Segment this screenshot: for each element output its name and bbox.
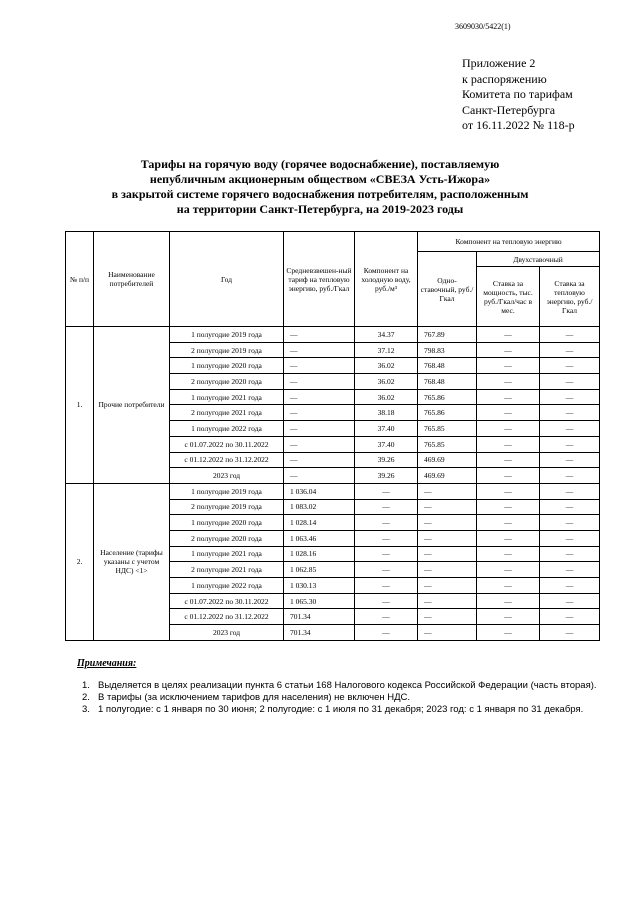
avg-tariff-cell: 1 062.85 xyxy=(284,562,355,578)
capacity-rate-cell: — xyxy=(477,452,540,468)
capacity-rate-cell: — xyxy=(477,405,540,421)
energy-rate-cell: — xyxy=(540,389,600,405)
period-cell: 1 полугодие 2020 года xyxy=(170,515,284,531)
capacity-rate-cell: — xyxy=(477,499,540,515)
avg-tariff-cell: 1 063.46 xyxy=(284,530,355,546)
note-item xyxy=(82,692,607,704)
one-rate-cell: — xyxy=(418,578,477,594)
one-rate-cell: — xyxy=(418,625,477,641)
one-rate-cell: 469.69 xyxy=(418,452,477,468)
cold-water-cell: 38.18 xyxy=(355,405,418,421)
period-cell: 1 полугодие 2022 года xyxy=(170,578,284,594)
capacity-rate-cell: — xyxy=(477,421,540,437)
cold-water-cell: 39.26 xyxy=(355,452,418,468)
avg-tariff-cell: 701.34 xyxy=(284,625,355,641)
one-rate-cell: 768.48 xyxy=(418,374,477,390)
cold-water-cell: — xyxy=(355,578,418,594)
title-line: в закрытой системе горячего водоснабжения потребителям, расположенным xyxy=(111,187,529,201)
cold-water-cell: 37.12 xyxy=(355,342,418,358)
cold-water-cell: — xyxy=(355,562,418,578)
avg-tariff-cell: — xyxy=(284,452,355,468)
avg-tariff-cell: — xyxy=(284,421,355,437)
table-row xyxy=(66,483,600,499)
energy-rate-cell: — xyxy=(540,546,600,562)
energy-rate-cell: — xyxy=(540,593,600,609)
energy-rate-cell: — xyxy=(540,515,600,531)
header-year: Год xyxy=(170,232,284,327)
period-cell: 2 полугодие 2021 года xyxy=(170,405,284,421)
document-number: 3609030/5422(1) xyxy=(455,22,511,31)
avg-tariff-cell: — xyxy=(284,327,355,343)
capacity-rate-cell: — xyxy=(477,468,540,484)
one-rate-cell: 798.83 xyxy=(418,342,477,358)
energy-rate-cell: — xyxy=(540,405,600,421)
one-rate-cell: — xyxy=(418,562,477,578)
note-text: В тарифы (за исключением тарифов для населения) не включен НДС. xyxy=(98,692,411,703)
period-cell: с 01.12.2022 по 31.12.2022 xyxy=(170,609,284,625)
period-cell: 1 полугодие 2021 года xyxy=(170,546,284,562)
note-text: Выделяется в целях реализации пункта 6 статьи 168 Налогового кодекса Российской Федерации (часть вторая). xyxy=(98,680,597,691)
capacity-rate-cell: — xyxy=(477,374,540,390)
header-cold-water: Компонент на холодную воду, руб./м³ xyxy=(355,232,418,327)
cold-water-cell: 36.02 xyxy=(355,389,418,405)
header-avg-tariff: Средневзвешен-ный тариф на тепловую энергию, руб./Гкал xyxy=(284,232,355,327)
note-number: 2. xyxy=(82,692,90,703)
capacity-rate-cell: — xyxy=(477,562,540,578)
avg-tariff-cell: 1 028.14 xyxy=(284,515,355,531)
appendix-block xyxy=(462,56,575,134)
avg-tariff-cell: 1 083.02 xyxy=(284,499,355,515)
one-rate-cell: — xyxy=(418,546,477,562)
note-text: 1 полугодие: с 1 января по 30 июня; 2 полугодие: с 1 июля по 31 декабря; 2023 год: с 1 января по 31 декабря. xyxy=(98,704,584,715)
period-cell: 2 полугодие 2020 года xyxy=(170,374,284,390)
cold-water-cell: 39.26 xyxy=(355,468,418,484)
period-cell: с 01.07.2022 по 30.11.2022 xyxy=(170,436,284,452)
one-rate-cell: — xyxy=(418,483,477,499)
period-cell: 2023 год xyxy=(170,468,284,484)
cold-water-cell: — xyxy=(355,609,418,625)
cold-water-cell: 37.40 xyxy=(355,436,418,452)
energy-rate-cell: — xyxy=(540,342,600,358)
cold-water-cell: 36.02 xyxy=(355,358,418,374)
cold-water-cell: — xyxy=(355,546,418,562)
appendix-line: Приложение 2 xyxy=(462,56,536,70)
one-rate-cell: — xyxy=(418,515,477,531)
avg-tariff-cell: — xyxy=(284,374,355,390)
consumer-cell: Прочие потребители xyxy=(94,327,170,484)
period-cell: 1 полугодие 2020 года xyxy=(170,358,284,374)
appendix-line: к распоряжению xyxy=(462,71,547,86)
capacity-rate-cell: — xyxy=(477,342,540,358)
period-cell: 2023 год xyxy=(170,625,284,641)
title-line: на территории Санкт-Петербурга, на 2019-2023 годы xyxy=(176,202,464,216)
capacity-rate-cell: — xyxy=(477,389,540,405)
avg-tariff-cell: 701.34 xyxy=(284,609,355,625)
cold-water-cell: — xyxy=(355,499,418,515)
energy-rate-cell: — xyxy=(540,374,600,390)
avg-tariff-cell: — xyxy=(284,436,355,452)
energy-rate-cell: — xyxy=(540,562,600,578)
period-cell: 1 полугодие 2021 года xyxy=(170,389,284,405)
avg-tariff-cell: — xyxy=(284,468,355,484)
appendix-line: Комитета по тарифам xyxy=(462,87,573,101)
note-number: 1. xyxy=(82,680,90,691)
energy-rate-cell: — xyxy=(540,578,600,594)
capacity-rate-cell: — xyxy=(477,546,540,562)
avg-tariff-cell: — xyxy=(284,342,355,358)
header-consumer: Наименование потребителей xyxy=(94,232,170,327)
period-cell: 2 полугодие 2021 года xyxy=(170,562,284,578)
note-item xyxy=(82,704,607,716)
period-cell: 1 полугодие 2019 года xyxy=(170,327,284,343)
cold-water-cell: — xyxy=(355,515,418,531)
one-rate-cell: 768.48 xyxy=(418,358,477,374)
tariff-table xyxy=(65,231,600,641)
header-capacity-rate: Ставка за мощность, тыс. руб./Гкал/час в мес. xyxy=(477,267,540,327)
appendix-line: от 16.11.2022 № 118-р xyxy=(462,118,575,132)
one-rate-cell: — xyxy=(418,593,477,609)
cold-water-cell: — xyxy=(355,530,418,546)
header-num: № п/п xyxy=(66,232,94,327)
energy-rate-cell: — xyxy=(540,499,600,515)
one-rate-cell: — xyxy=(418,530,477,546)
avg-tariff-cell: 1 028.16 xyxy=(284,546,355,562)
cold-water-cell: — xyxy=(355,593,418,609)
cold-water-cell: 36.02 xyxy=(355,374,418,390)
avg-tariff-cell: 1 036.04 xyxy=(284,483,355,499)
cold-water-cell: 37.40 xyxy=(355,421,418,437)
one-rate-cell: — xyxy=(418,499,477,515)
avg-tariff-cell: — xyxy=(284,358,355,374)
capacity-rate-cell: — xyxy=(477,483,540,499)
capacity-rate-cell: — xyxy=(477,625,540,641)
header-one-rate: Одно-ставочный, руб./Гкал xyxy=(418,252,477,327)
title-line: Тарифы на горячую воду (горячее водоснабжение), поставляемую xyxy=(140,157,500,171)
one-rate-cell: 765.85 xyxy=(418,421,477,437)
capacity-rate-cell: — xyxy=(477,358,540,374)
header-two-rate: Двухставочный xyxy=(477,252,600,267)
header-energy-rate: Ставка за тепловую энергию, руб./Гкал xyxy=(540,267,600,327)
energy-rate-cell: — xyxy=(540,452,600,468)
notes-heading: Примечания: xyxy=(77,658,137,669)
row-number-cell: 1. xyxy=(66,327,94,484)
table-row xyxy=(66,327,600,343)
avg-tariff-cell: — xyxy=(284,389,355,405)
period-cell: 2 полугодие 2020 года xyxy=(170,530,284,546)
period-cell: с 01.12.2022 по 31.12.2022 xyxy=(170,452,284,468)
avg-tariff-cell: — xyxy=(284,405,355,421)
note-number: 3. xyxy=(82,704,90,715)
capacity-rate-cell: — xyxy=(477,515,540,531)
capacity-rate-cell: — xyxy=(477,578,540,594)
one-rate-cell: 469.69 xyxy=(418,468,477,484)
cold-water-cell: 34.37 xyxy=(355,327,418,343)
period-cell: 2 полугодие 2019 года xyxy=(170,499,284,515)
cold-water-cell: — xyxy=(355,483,418,499)
appendix-line: Санкт-Петербурга xyxy=(462,102,556,117)
cold-water-cell: — xyxy=(355,625,418,641)
avg-tariff-cell: 1 065.30 xyxy=(284,593,355,609)
row-number-cell: 2. xyxy=(66,483,94,640)
energy-rate-cell: — xyxy=(540,436,600,452)
period-cell: с 01.07.2022 по 30.11.2022 xyxy=(170,593,284,609)
avg-tariff-cell: 1 030.13 xyxy=(284,578,355,594)
document-title xyxy=(70,157,570,217)
one-rate-cell: 765.86 xyxy=(418,405,477,421)
capacity-rate-cell: — xyxy=(477,530,540,546)
one-rate-cell: 765.85 xyxy=(418,436,477,452)
one-rate-cell: 767.89 xyxy=(418,327,477,343)
capacity-rate-cell: — xyxy=(477,436,540,452)
energy-rate-cell: — xyxy=(540,483,600,499)
title-line: непубличным акционерным обществом «СВЕЗА Усть-Ижора» xyxy=(149,172,491,186)
energy-rate-cell: — xyxy=(540,530,600,546)
period-cell: 1 полугодие 2019 года xyxy=(170,483,284,499)
capacity-rate-cell: — xyxy=(477,327,540,343)
tariff-table-body xyxy=(66,327,600,641)
energy-rate-cell: — xyxy=(540,468,600,484)
consumer-cell: Население (тарифы указаны с учетом НДС) <1> xyxy=(94,483,170,640)
energy-rate-cell: — xyxy=(540,327,600,343)
period-cell: 1 полугодие 2022 года xyxy=(170,421,284,437)
energy-rate-cell: — xyxy=(540,625,600,641)
energy-rate-cell: — xyxy=(540,358,600,374)
header-heat-component: Компонент на тепловую энергию xyxy=(418,232,600,252)
note-item xyxy=(82,680,607,692)
one-rate-cell: 765.86 xyxy=(418,389,477,405)
period-cell: 2 полугодие 2019 года xyxy=(170,342,284,358)
capacity-rate-cell: — xyxy=(477,593,540,609)
notes-list xyxy=(82,680,607,716)
energy-rate-cell: — xyxy=(540,609,600,625)
one-rate-cell: — xyxy=(418,609,477,625)
capacity-rate-cell: — xyxy=(477,609,540,625)
energy-rate-cell: — xyxy=(540,421,600,437)
